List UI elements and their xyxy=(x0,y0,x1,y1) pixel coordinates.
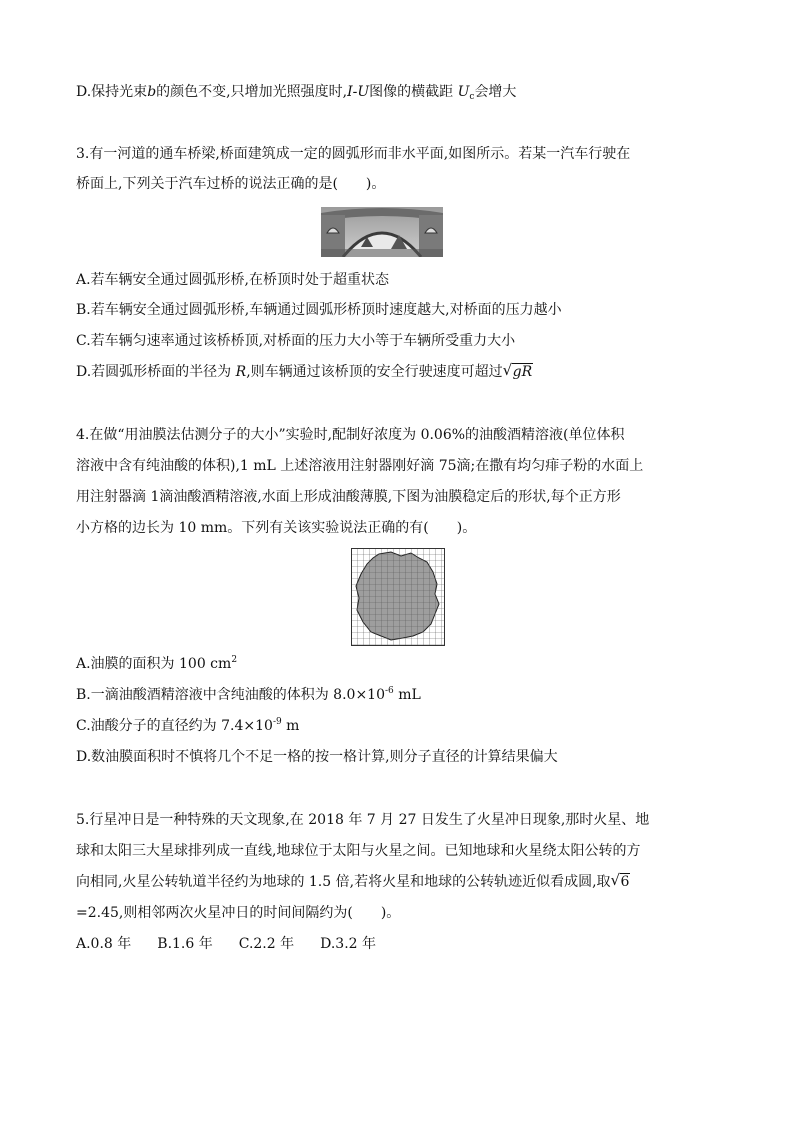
q3-option-a: A.若车辆安全通过圆弧形桥,在桥顶时处于超重状态 xyxy=(76,272,390,288)
q4-stem-line3: 用注射器滴 1滴油酸酒精溶液,水面上形成油酸薄膜,下图为油膜稳定后的形状,每个正方形 xyxy=(76,489,621,505)
var-r: R xyxy=(235,364,247,380)
q2-option-d-text: 会增大 xyxy=(474,84,517,100)
q3-stem-line2: 桥面上,下列关于汽车过桥的说法正确的是( )。 xyxy=(76,176,386,192)
q5-option-b: B.1.6 年 xyxy=(157,936,213,952)
q4-option-c-unit: m xyxy=(281,718,300,734)
q4-stem-line1: 4.在做“用油膜法估测分子的大小”实验时,配制好浓度为 0.06%的油酸酒精溶液(单位体积 xyxy=(76,427,625,443)
q2-option-d xyxy=(76,82,516,102)
oil-film-grid-figure xyxy=(351,548,445,646)
var-u-sub: c xyxy=(469,92,475,102)
q5-stem-line2: 球和太阳三大星球排列成一直线,地球位于太阳与火星之间。已知地球和火星绕太阳公转的方 xyxy=(76,843,641,859)
var-u: U xyxy=(457,84,470,100)
var-b: b xyxy=(147,84,157,100)
q4-option-c-sup: -9 xyxy=(272,717,282,727)
q3-option-d xyxy=(76,362,533,382)
q5-option-a: A.0.8 年 xyxy=(76,936,132,952)
q4-option-b-text: B.一滴油酸酒精溶液中含纯油酸的体积为 8.0×10 xyxy=(76,687,385,703)
q4-option-a-sup: 2 xyxy=(231,655,238,665)
q4-stem-line2: 溶液中含有纯油酸的体积),1 mL 上述溶液用注射器刚好滴 75滴;在撒有均匀痱子粉的水面上 xyxy=(76,458,644,474)
q4-stem-line4: 小方格的边长为 10 mm。下列有关该实验说法正确的有( )。 xyxy=(76,520,477,536)
q4-option-a xyxy=(76,654,237,674)
var-iu: I-U xyxy=(347,84,370,100)
q2-option-d-text: D.保持光束 xyxy=(76,84,148,100)
sqrt-6-radicand: 6 xyxy=(620,874,630,890)
q4-option-c xyxy=(76,716,299,736)
sqrt-6: √ 6 xyxy=(610,871,630,890)
q4-option-a-text: A.油膜的面积为 100 cm xyxy=(76,656,232,672)
q5-option-d: D.3.2 年 xyxy=(320,936,377,952)
q5-option-c: C.2.2 年 xyxy=(238,936,295,952)
q2-option-d-text: 的颜色不变,只增加光照强度时, xyxy=(156,84,348,100)
q3-stem-line1: 3.有一河道的通车桥梁,桥面建筑成一定的圆弧形而非水平面,如图所示。若某一汽车行驶在 xyxy=(76,146,631,162)
q4-option-c-text: C.油酸分子的直径约为 7.4×10 xyxy=(76,718,273,734)
q5-options xyxy=(76,934,402,954)
q5-stem-line4: =2.45,则相邻两次火星冲日的时间间隔约为( )。 xyxy=(76,905,401,921)
q2-option-d-text: 图像的横截距 xyxy=(369,84,454,100)
q4-option-b-sup: -6 xyxy=(385,686,394,696)
bridge-photo xyxy=(321,207,443,257)
q4-option-d: D.数油膜面积时不慎将几个不足一格的按一格计算,则分子直径的计算结果偏大 xyxy=(76,749,558,765)
q4-option-b-unit: mL xyxy=(393,687,421,703)
q4-option-b xyxy=(76,685,421,705)
q5-stem-line3-text: 向相同,火星公转轨道半径约为地球的 1.5 倍,若将火星和地球的公转轨迹近似看成圆,取 xyxy=(76,874,611,890)
q3-option-d-text: D.若圆弧形桥面的半径为 xyxy=(76,364,232,380)
sqrt-gr: √ gR xyxy=(502,361,533,380)
q3-option-b: B.若车辆安全通过圆弧形桥,车辆通过圆弧形桥顶时速度越大,对桥面的压力越小 xyxy=(76,302,562,318)
q3-option-c: C.若车辆匀速率通过该桥桥顶,对桥面的压力大小等于车辆所受重力大小 xyxy=(76,333,516,349)
q3-option-d-text: ,则车辆通过该桥顶的安全行驶速度可超过 xyxy=(246,364,503,380)
q5-stem-line3 xyxy=(76,872,630,892)
q5-stem-line1: 5.行星冲日是一种特殊的天文现象,在 2018 年 7 月 27 日发生了火星冲日现象,那时火星、地 xyxy=(76,812,650,828)
sqrt-gr-radicand: gR xyxy=(512,364,533,380)
